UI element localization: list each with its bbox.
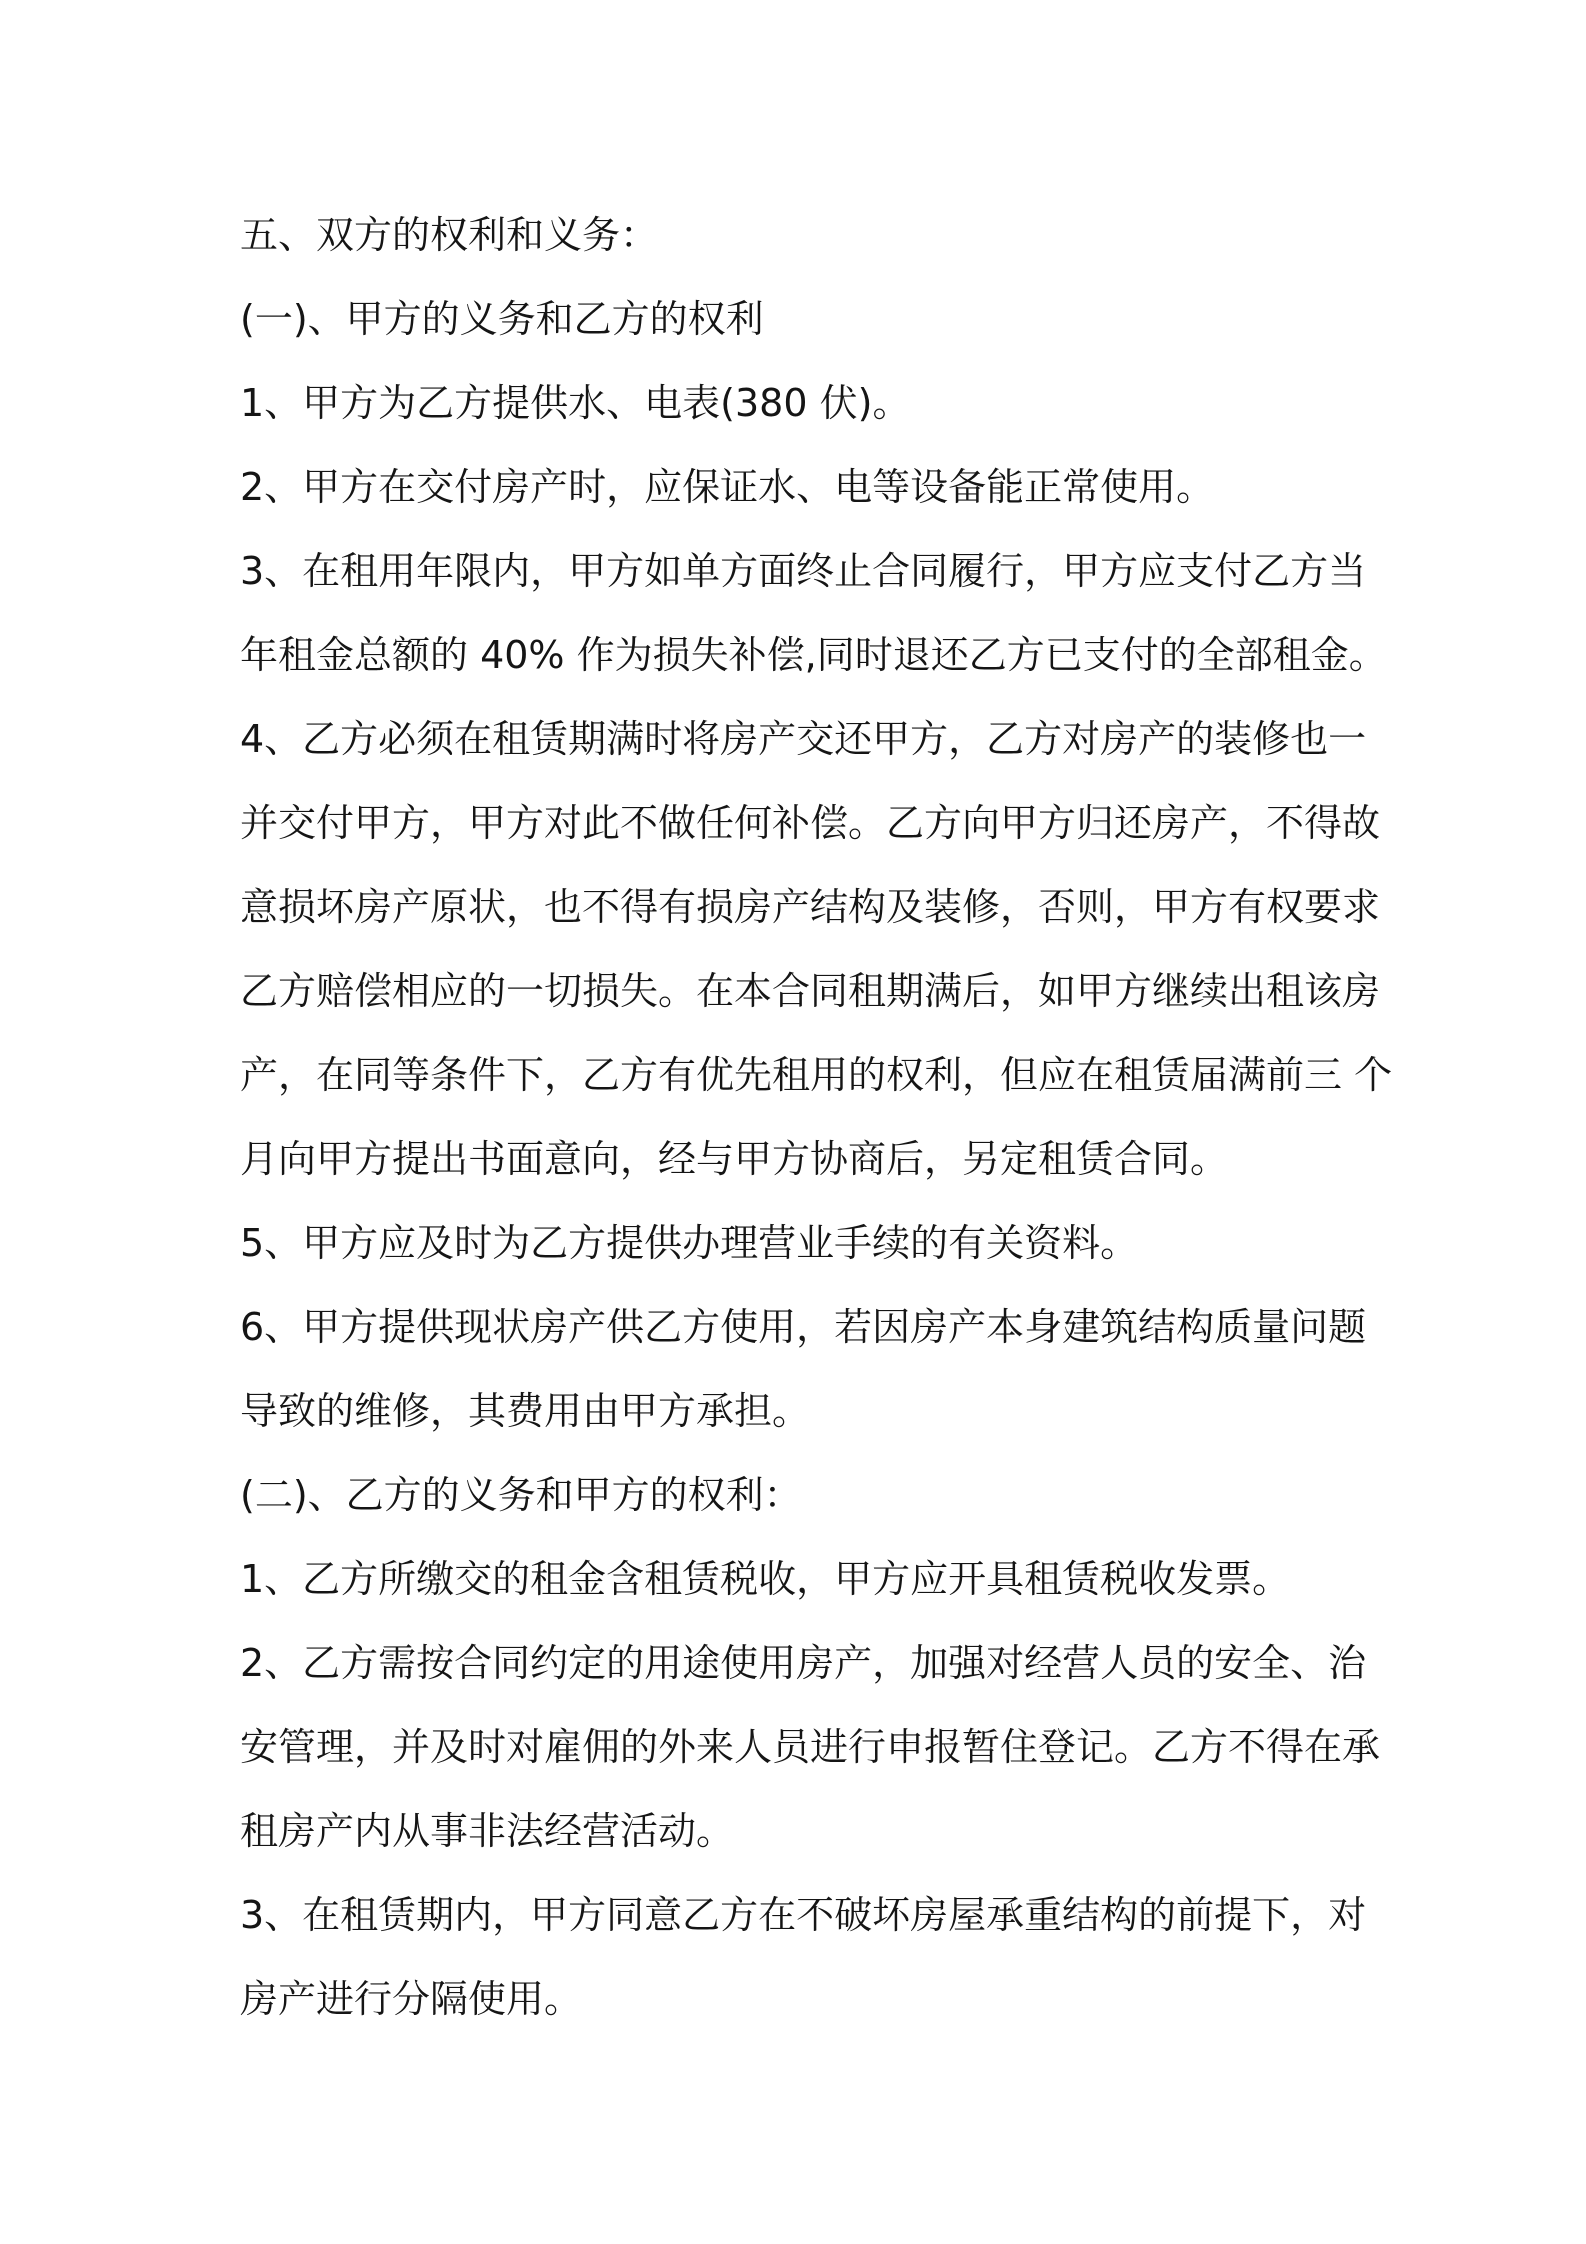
text-line: 3、在租赁期内，甲方同意乙方在不破坏房屋承重结构的前提下，对 <box>240 1893 1367 1937</box>
text-line: 2、甲方在交付房产时，应保证水、电等设备能正常使用。 <box>240 465 1215 509</box>
subsection-heading: (二)、乙方的义务和甲方的权利： <box>240 1473 802 1517</box>
text-line: 4、乙方必须在租赁期满时将房产交还甲方，乙方对房产的装修也一 <box>240 717 1367 761</box>
section-heading: 五、双方的权利和义务： <box>240 213 659 257</box>
text-line: 产，在同等条件下，乙方有优先租用的权利，但应在租赁届满前三 个 <box>240 1053 1393 1097</box>
document-body <box>240 193 1393 2041</box>
text-line: 意损坏房产原状，也不得有损房产结构及装修，否则，甲方有权要求 <box>240 885 1381 929</box>
text-line: 1、乙方所缴交的租金含租赁税收，甲方应开具租赁税收发票。 <box>240 1557 1291 1601</box>
text-line: 6、甲方提供现状房产供乙方使用，若因房产本身建筑结构质量问题 <box>240 1305 1367 1349</box>
text-line: 5、甲方应及时为乙方提供办理营业手续的有关资料。 <box>240 1221 1139 1265</box>
text-line: 租房产内从事非法经营活动。 <box>240 1809 735 1853</box>
text-line: 安管理，并及时对雇佣的外来人员进行申报暂住登记。乙方不得在承 <box>240 1725 1381 1769</box>
text-line: 房产进行分隔使用。 <box>240 1977 583 2021</box>
text-line: 乙方赔偿相应的一切损失。在本合同租期满后，如甲方继续出租该房 <box>240 969 1381 1013</box>
text-line: 1、甲方为乙方提供水、电表(380 伏)。 <box>240 381 911 425</box>
text-line: 3、在租用年限内，甲方如单方面终止合同履行，甲方应支付乙方当 <box>240 549 1367 593</box>
text-line: 年租金总额的 40% 作为损失补偿,同时退还乙方已支付的全部租金。 <box>240 633 1387 677</box>
text-line: 导致的维修，其费用由甲方承担。 <box>240 1389 811 1433</box>
text-line: 月向甲方提出书面意向，经与甲方协商后，另定租赁合同。 <box>240 1137 1229 1181</box>
subsection-heading: (一)、甲方的义务和乙方的权利 <box>240 297 764 341</box>
text-line: 并交付甲方，甲方对此不做任何补偿。乙方向甲方归还房产，不得故 <box>240 801 1381 845</box>
text-line: 2、乙方需按合同约定的用途使用房产，加强对经营人员的安全、治 <box>240 1641 1367 1685</box>
